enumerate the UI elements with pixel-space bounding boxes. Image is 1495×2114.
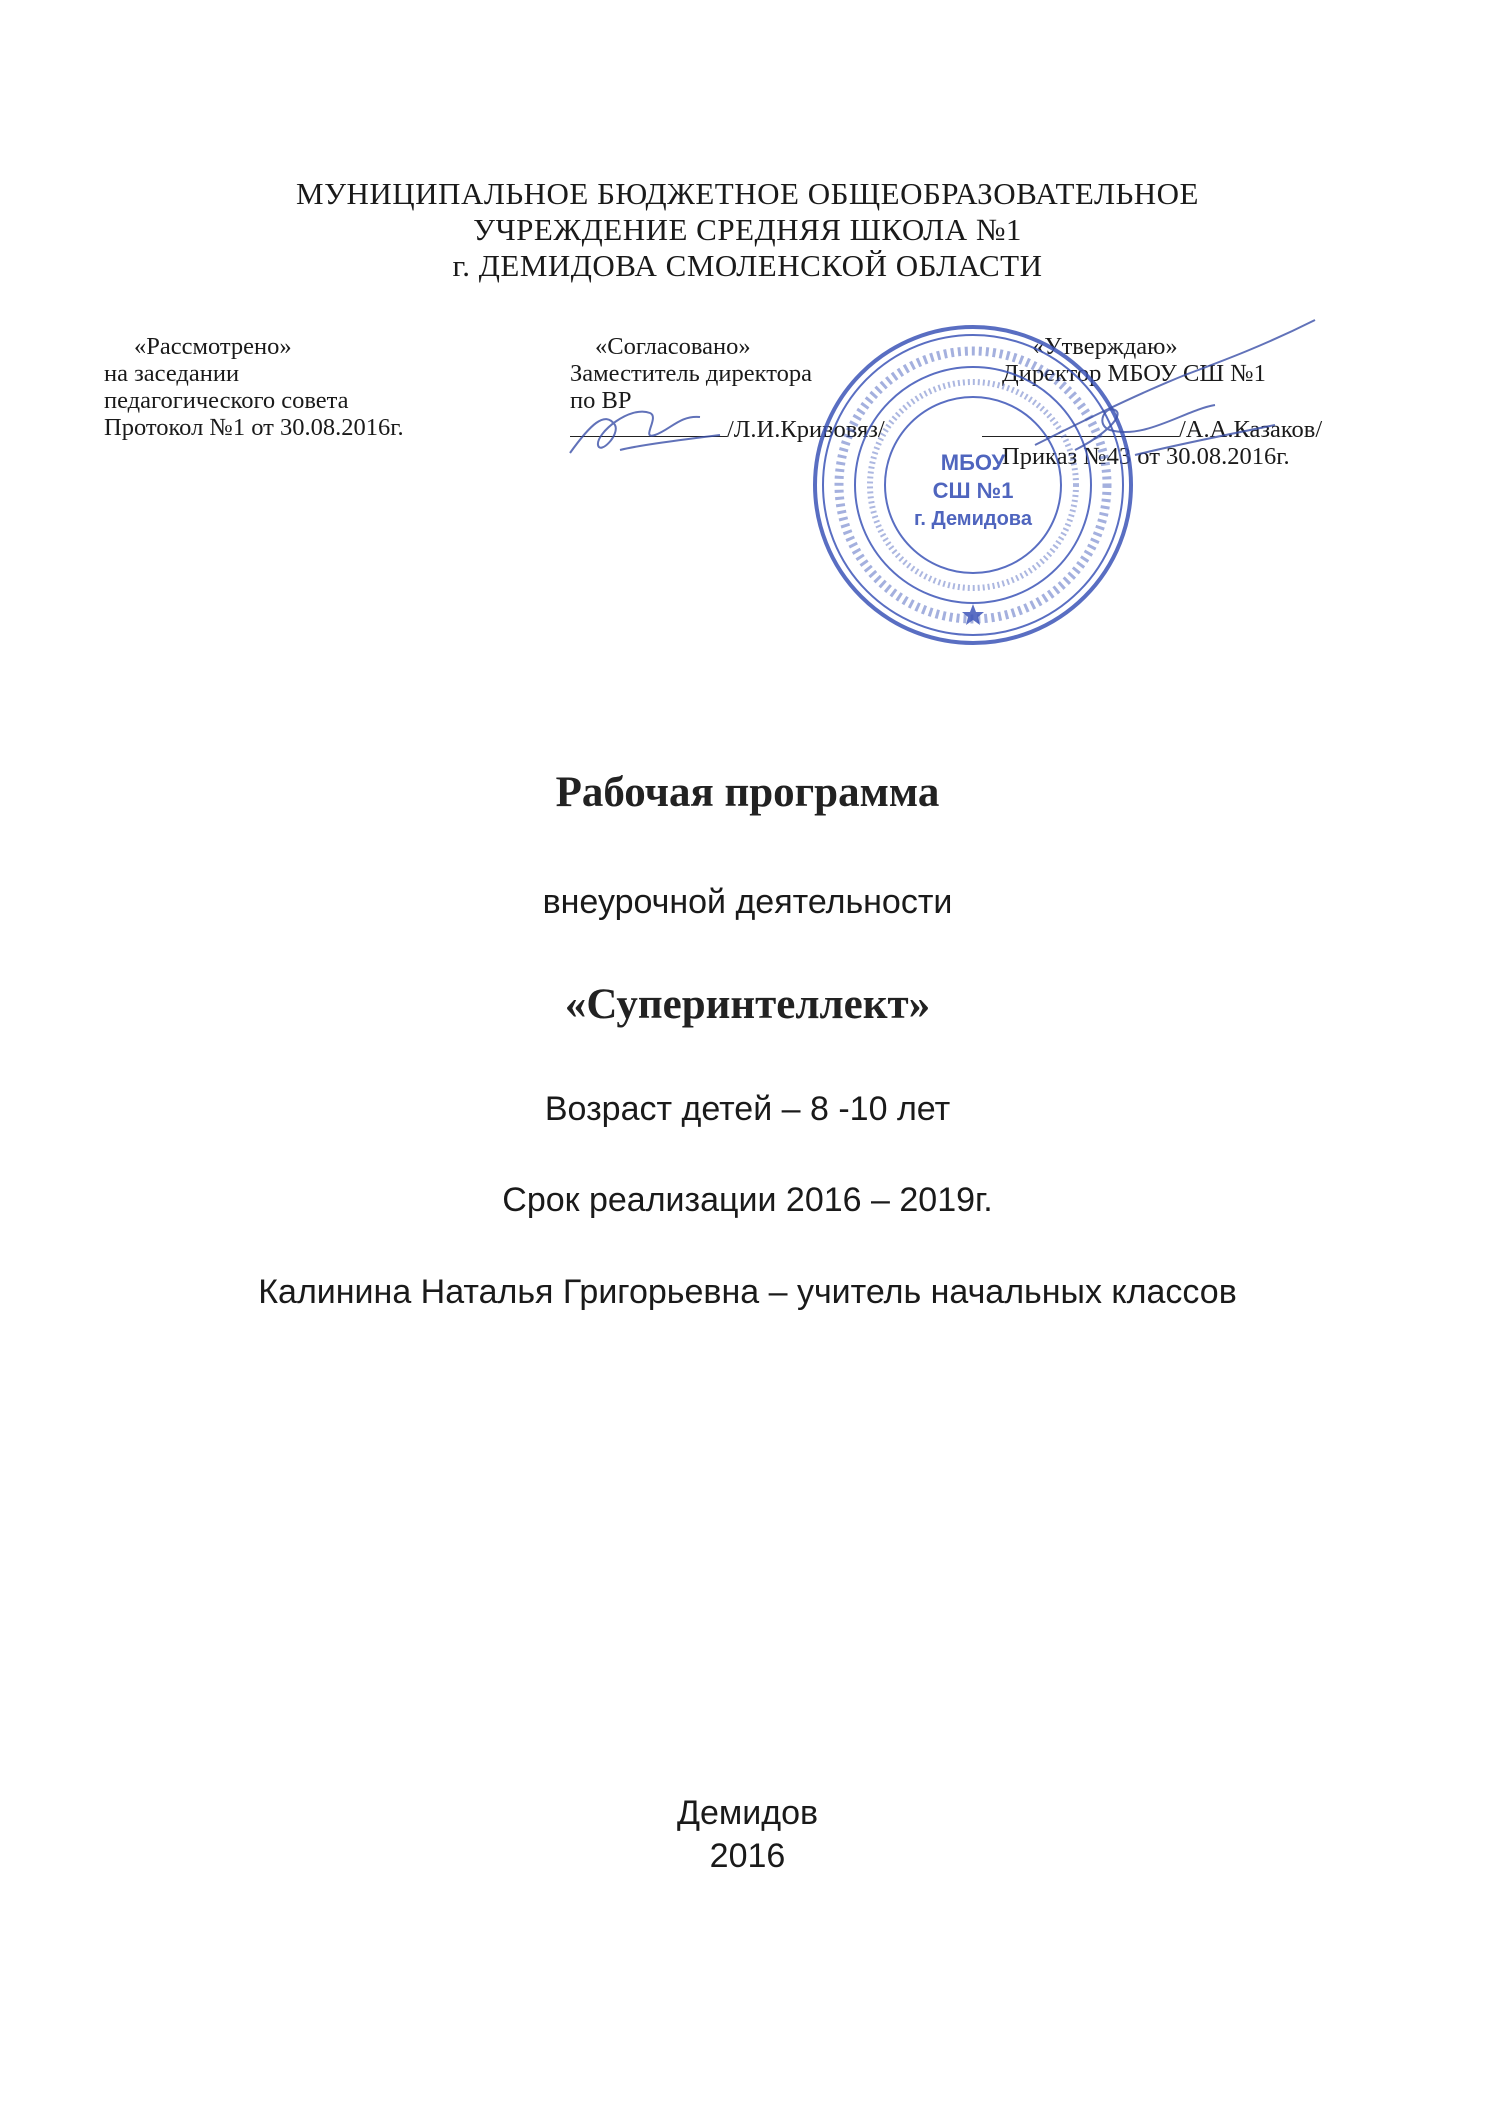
approved-heading: «Утверждаю» (1032, 333, 1178, 360)
considered-line-1: на заседании (104, 360, 240, 387)
approved-order: Приказ №43 от 30.08.2016г. (1002, 443, 1290, 470)
considered-heading: «Рассмотрено» (134, 333, 292, 360)
implementation-period: Срок реализации 2016 – 2019г. (502, 1181, 993, 1219)
stamp-text-1: МБОУ (940, 450, 1006, 475)
header-line-2: УЧРЕЖДЕНИЕ СРЕДНЯЯ ШКОЛА №1 (473, 212, 1022, 247)
stamp-text-2: СШ №1 (932, 478, 1014, 503)
children-age: Возраст детей – 8 -10 лет (544, 1090, 951, 1128)
header-line-1: МУНИЦИПАЛЬНОЕ БЮДЖЕТНОЕ ОБЩЕОБРАЗОВАТЕЛЬНОЕ (296, 176, 1199, 211)
signature-mark-approved (1015, 315, 1335, 475)
footer-block (0, 1792, 1495, 1878)
document-title: Рабочая программа (555, 769, 940, 816)
footer-city: Демидов (676, 1794, 819, 1832)
author-line: Калинина Наталья Григорьевна – учитель начальных классов (258, 1273, 1237, 1311)
considered-block (104, 333, 404, 441)
approved-signer: /А.А.Казаков/ (1179, 416, 1323, 443)
approved-line-1: Директор МБОУ СШ №1 (1002, 360, 1266, 387)
header-line-3: г. ДЕМИДОВА СМОЛЕНСКОЙ ОБЛАСТИ (452, 248, 1043, 283)
document-subtitle: внеурочной деятельности (542, 883, 953, 921)
program-name: «Суперинтеллект» (564, 981, 931, 1028)
agreed-line-1: Заместитель директора (570, 360, 812, 387)
school-header (0, 176, 1495, 284)
considered-line-2: педагогического совета (104, 387, 349, 414)
footer-year: 2016 (709, 1837, 786, 1875)
signature-mark-agreed (560, 395, 740, 475)
agreed-line-2: по ВР (570, 387, 632, 414)
considered-protocol: Протокол №1 от 30.08.2016г. (104, 414, 404, 441)
agreed-signer: /Л.И.Кривовяз/ (727, 416, 885, 443)
agreed-heading: «Согласовано» (595, 333, 751, 360)
stamp-text-3: г. Демидова (914, 508, 1032, 530)
